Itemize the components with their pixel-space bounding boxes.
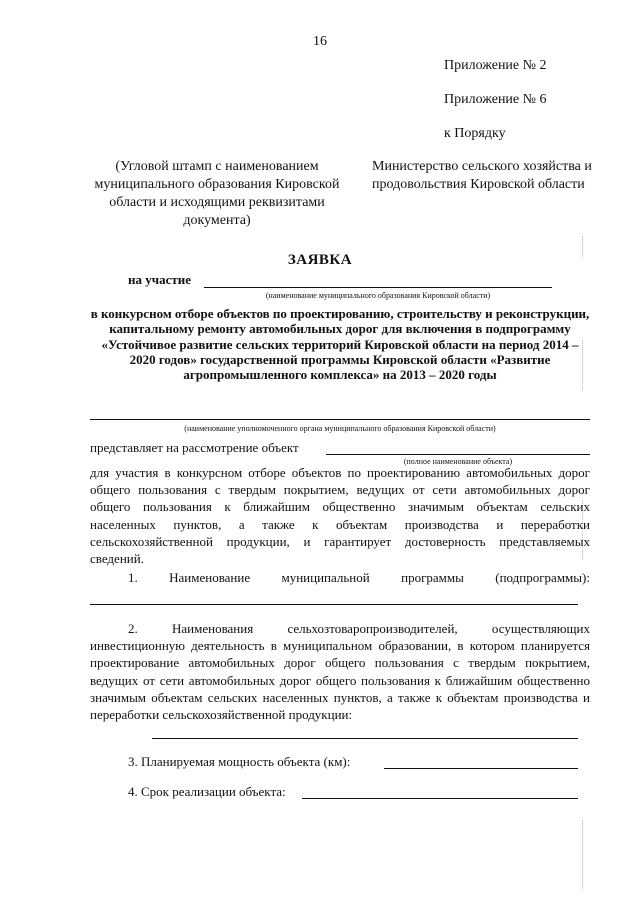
item-3-answer-line[interactable] bbox=[384, 768, 578, 769]
item-3: 3. Планируемая мощность объекта (км): bbox=[128, 754, 351, 769]
recipient-ministry: Министерство сельского хозяйства и продовольствия Кировской области bbox=[372, 159, 592, 192]
item-4-answer-line[interactable] bbox=[302, 798, 578, 799]
appendix-line-3: к Порядку bbox=[444, 126, 506, 141]
contest-description: в конкурсном отборе объектов по проектированию, строительству и реконструкции, капитальному ремонту автомобильных дорог для включения в подпрограмму «Устойчивое развитие сельских территорий Кировской области на период 2014 – 2020 годов» государственной программы Кировской области «Развитие агропромышленного комплекса» на 2013 – 2020 годы bbox=[90, 306, 590, 383]
body-paragraph-text: для участия в конкурсном отборе объектов по проектированию автомобильных дорог общего пользования с твердым покрытием, ведущих от сети автомобильных дорог общего пользования к ближайшим общественно значимым объектам сельских населенных пунктов, а также к объектам производства и переработки сельскохозяйственной продукции, и гарантирует достоверность представляемых сведений. bbox=[90, 465, 590, 567]
page-number: 16 bbox=[313, 34, 327, 49]
object-caption: (полное наименование объекта) bbox=[403, 457, 513, 466]
appendix-line-2: Приложение № 6 bbox=[444, 92, 547, 107]
item-1-word-3: программы bbox=[401, 570, 464, 585]
authority-caption: (наименование уполномоченного органа муниципального образования Кировской области) bbox=[184, 424, 496, 433]
item-2-text: 2. Наименования сельхозтоваропроизводителей, осуществляющих инвестиционную деятельность в муниципальном образовании, в котором планируется проектирование автомобильных дорог общего пользования с твердым покрытием, ведущих от сети автомобильных дорог общего пользования к ближайшим общественно значимым объектам сельских населенных пунктов, а также к объектам производства и переработки сельскохозяйственной продукции: bbox=[90, 621, 590, 723]
document-title: ЗАЯВКА bbox=[287, 252, 353, 268]
item-1-number: 1. bbox=[128, 570, 138, 585]
margin-mark bbox=[582, 820, 583, 890]
item-1-word-1: Наименование bbox=[169, 570, 251, 585]
item-1 bbox=[90, 570, 590, 586]
item-1-word-4: (подпрограммы): bbox=[495, 570, 590, 585]
item-1-word-2: муниципальной bbox=[281, 570, 370, 585]
municipality-line bbox=[204, 287, 552, 288]
body-paragraph bbox=[90, 464, 590, 567]
item-1-answer-line[interactable] bbox=[90, 604, 578, 605]
municipality-caption: (наименование муниципального образования Кировской области) bbox=[265, 291, 491, 300]
presents-label: представляет на рассмотрение объект bbox=[90, 440, 299, 455]
corner-stamp-note: (Угловой штамп с наименованием муниципального образования Кировской области и исходящими реквизитами документа) bbox=[94, 159, 340, 228]
authority-line bbox=[90, 419, 590, 420]
participation-label: на участие bbox=[128, 272, 191, 287]
object-line bbox=[326, 454, 590, 455]
item-4: 4. Срок реализации объекта: bbox=[128, 784, 286, 799]
item-2-answer-line[interactable] bbox=[152, 738, 578, 739]
appendix-line-1: Приложение № 2 bbox=[444, 58, 547, 73]
item-2 bbox=[90, 620, 590, 723]
